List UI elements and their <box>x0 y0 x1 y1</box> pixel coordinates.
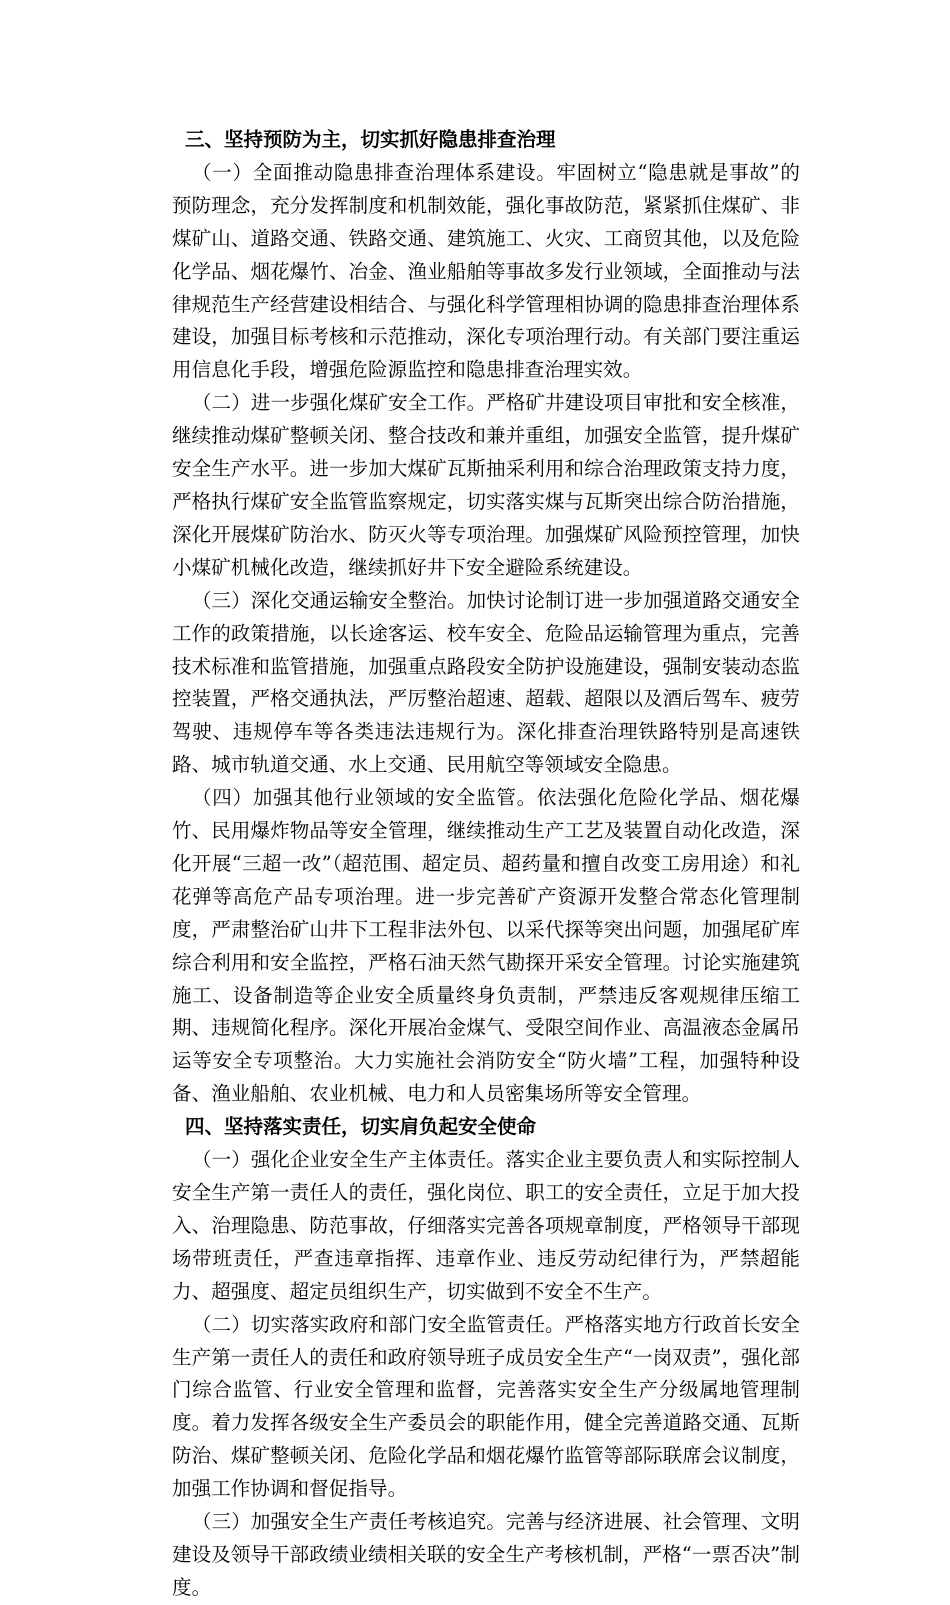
section-heading-3: 三、坚持预防为主，切实抓好隐患排查治理 <box>185 128 556 151</box>
paragraph-3-2: （二）进一步强化煤矿安全工作。严格矿井建设项目审批和安全核准，继续推动煤矿整顿关闭、整合技改和兼并重组，加强安全监管，提升煤矿安全生产水平。进一步加大煤矿瓦斯抽采利用和综合治理政策支持力度，严格执行煤矿安全监管监察规定，切实落实煤与瓦斯突出综合防治措施，深化开展煤矿防治水、防灭火等专项治理。加强煤矿风险预控管理，加快小煤矿机械化改造，继续抓好井下安全避险系统建设。 <box>172 391 800 579</box>
document-body <box>172 124 800 1605</box>
paragraph-3-1: （一）全面推动隐患排查治理体系建设。牢固树立“隐患就是事故”的预防理念，充分发挥制度和机制效能，强化事故防范，紧紧抓住煤矿、非煤矿山、道路交通、铁路交通、建筑施工、火灾、工商贸其他，以及危险化学品、烟花爆竹、冶金、渔业船舶等事故多发行业领域，全面推动与法律规范生产经营建设相结合、与强化科学管理相协调的隐患排查治理体系建设，加强目标考核和示范推动，深化专项治理行动。有关部门要注重运用信息化手段，增强危险源监控和隐患排查治理实效。 <box>172 160 800 382</box>
paragraph-4-3: （三）加强安全生产责任考核追究。完善与经济进展、社会管理、文明建设及领导干部政绩业绩相关联的安全生产考核机制，严格“一票否决”制度。 <box>172 1510 800 1599</box>
paragraph-3-3: （三）深化交通运输安全整治。加快讨论制订进一步加强道路交通安全工作的政策措施，以长途客运、校车安全、危险品运输管理为重点，完善技术标准和监管措施，加强重点路段安全防护设施建设，强制安装动态监控装置，严格交通执法，严厉整治超速、超载、超限以及酒后驾车、疲劳驾驶、违规停车等各类违法违规行为。深化排查治理铁路特别是高速铁路、城市轨道交通、水上交通、民用航空等领域安全隐患。 <box>172 588 800 777</box>
paragraph-3-4: （四）加强其他行业领域的安全监管。依法强化危险化学品、烟花爆竹、民用爆炸物品等安全管理，继续推动生产工艺及装置自动化改造，深化开展“三超一改”（超范围、超定员、超药量和擅自改变工房用途）和礼花弹等高危产品专项治理。进一步完善矿产资源开发整合常态化管理制度，严肃整治矿山井下工程非法外包、以采代探等突出问题，加强尾矿库综合利用和安全监控，严格石油天然气勘探开采安全管理。讨论实施建筑施工、设备制造等企业安全质量终身负责制，严禁违反客观规律压缩工期、违规简化程序。深化开展冶金煤气、受限空间作业、高温液态金属吊运等安全专项整治。大力实施社会消防安全“防火墙”工程，加强特种设备、渔业船舶、农业机械、电力和人员密集场所等安全管理。 <box>172 786 800 1106</box>
paragraph-4-2: （二）切实落实政府和部门安全监管责任。严格落实地方行政首长安全生产第一责任人的责任和政府领导班子成员安全生产“一岗双责”，强化部门综合监管、行业安全管理和监督，完善落实安全生产分级属地管理制度。着力发挥各级安全生产委员会的职能作用，健全完善道路交通、瓦斯防治、煤矿整顿关闭、危险化学品和烟花爆竹监管等部际联席会议制度，加强工作协调和督促指导。 <box>172 1312 800 1501</box>
paragraph-4-1: （一）强化企业安全生产主体责任。落实企业主要负责人和实际控制人安全生产第一责任人的责任，强化岗位、职工的安全责任，立足于加大投入、治理隐患、防范事故，仔细落实完善各项规章制度，严格领导干部现场带班责任，严查违章指挥、违章作业、违反劳动纪律行为，严禁超能力、超强度、超定员组织生产，切实做到不安全不生产。 <box>172 1148 800 1303</box>
section-heading-4: 四、坚持落实责任，切实肩负起安全使命 <box>185 1115 537 1139</box>
